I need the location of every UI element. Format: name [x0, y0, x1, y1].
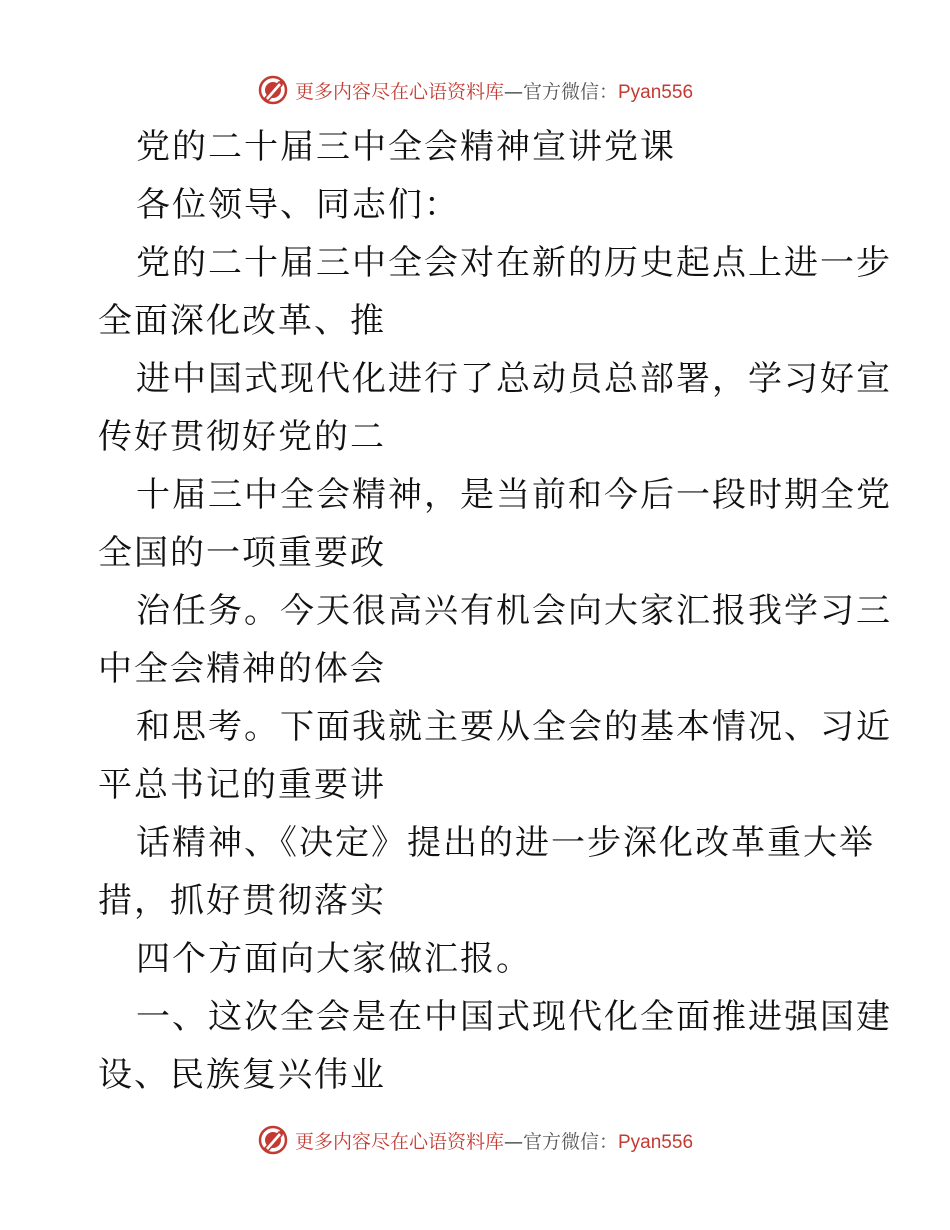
- paragraph-line: 四个方面向大家做汇报。: [136, 939, 532, 979]
- watermark-text: [295, 77, 693, 104]
- paragraph-line: 中全会精神的体会: [98, 649, 386, 689]
- watermark-dash: —: [503, 80, 523, 103]
- paragraph-line: 治任务。今天很高兴有机会向大家汇报我学习三: [136, 591, 892, 631]
- pen-logo-icon: [257, 74, 289, 106]
- watermark-part2: 官方微信：: [522, 1130, 618, 1153]
- paragraph-line: 党的二十届三中全会对在新的历史起点上进一步: [136, 243, 892, 283]
- paragraph-line: 进中国式现代化进行了总动员总部署，学习好宣: [136, 359, 892, 399]
- watermark-text: [295, 1127, 693, 1154]
- watermark-dash: —: [503, 1130, 523, 1153]
- paragraph-line: 话精神、《决定》提出的进一步深化改革重大举: [136, 823, 875, 863]
- paragraph-line: 平总书记的重要讲: [98, 765, 386, 805]
- pen-logo-icon: [257, 1124, 289, 1156]
- watermark-part2: 官方微信：: [522, 80, 618, 103]
- paragraph-line: 全国的一项重要政: [98, 533, 386, 573]
- paragraph-line: 十届三中全会精神，是当前和今后一段时期全党: [136, 475, 892, 515]
- document-body: [98, 118, 892, 1104]
- paragraph-line: 一、这次全会是在中国式现代化全面推进强国建: [136, 997, 892, 1037]
- paragraph-line: 设、民族复兴伟业: [98, 1055, 386, 1095]
- paragraph-line: 和思考。下面我就主要从全会的基本情况、习近: [136, 707, 892, 747]
- paragraph-line: 全面深化改革、推: [98, 301, 386, 341]
- watermark-part1: 更多内容尽在心语资料库: [294, 80, 504, 103]
- paragraph-line: 措，抓好贯彻落实: [98, 881, 386, 921]
- header-watermark: [0, 70, 950, 110]
- footer-watermark: [0, 1120, 950, 1160]
- watermark-account: Pyan556: [618, 81, 694, 103]
- watermark-part1: 更多内容尽在心语资料库: [294, 1130, 504, 1153]
- paragraph-line: 党的二十届三中全会精神宣讲党课: [136, 127, 676, 167]
- watermark-account: Pyan556: [618, 1131, 694, 1153]
- paragraph-line: 传好贯彻好党的二: [98, 417, 386, 457]
- paragraph-line: 各位领导、同志们：: [136, 185, 460, 225]
